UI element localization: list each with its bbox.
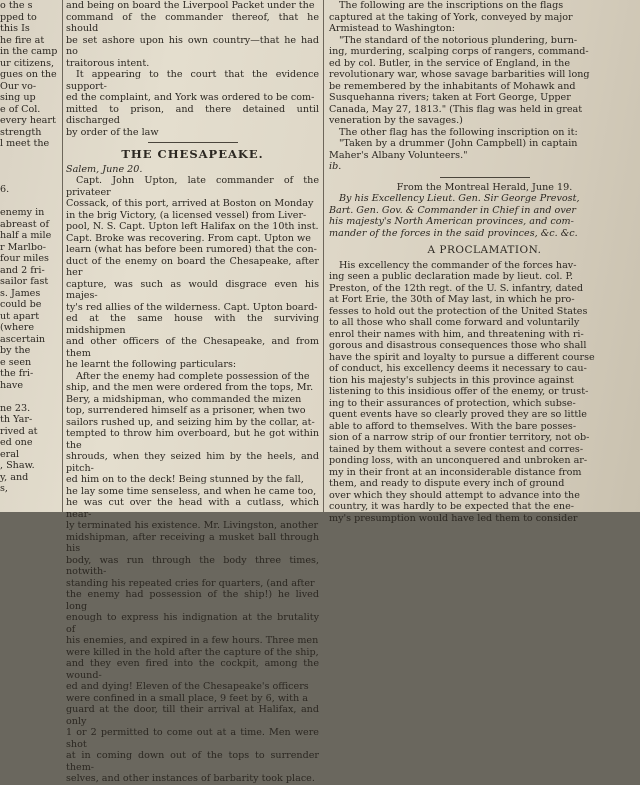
left-column-line: e seen <box>0 356 32 368</box>
proclamation-heading: A PROCLAMATION. <box>427 244 542 256</box>
proclamation-line: tained by them without a severe contest and corres- <box>329 443 584 455</box>
chesapeake-line: pool, N. S. Capt. Upton left Halifax on the 10th inst. <box>66 221 319 232</box>
chesapeake-line: Capt. John Upton, late commander of the privateer <box>66 175 319 198</box>
flag-inscription-line: revolutionary war, whose savage barbarities will long <box>329 69 590 80</box>
chesapeake-line: tempted to throw him overboard, but he got within the <box>66 428 319 451</box>
left-column-line: could be <box>0 299 42 310</box>
proclamation-line: fesses to hold out the protection of the United States <box>329 305 588 317</box>
flag-inscription-line: Maher's Albany Volunteers." <box>329 149 468 161</box>
chesapeake-line: ship, and the men were ordered from the tops, Mr. <box>66 382 314 393</box>
left-column-line: four miles <box>0 253 49 264</box>
left-column-line: sailor fast <box>0 276 49 287</box>
proclamation-line: ponding loss, with an unconquered and unbroken ar- <box>329 455 588 466</box>
column-rule-left <box>62 0 63 512</box>
left-column-line <box>0 173 60 185</box>
chesapeake-line: ed at the same house with the surviving midshipmen <box>66 313 319 336</box>
court-report-line: ed the complaint, and York was ordered to be com- <box>66 92 315 103</box>
chesapeake-line: enough to express his indignation at the brutality of <box>66 612 319 635</box>
proclamation-line: at Fort Erie, the 30th of May last, in which he pro- <box>329 294 575 305</box>
byline-line: Bart. Gen. Gov. & Commander in Chief in and over <box>329 204 577 216</box>
chesapeake-dateline: Salem, June 20. <box>66 163 143 175</box>
chesapeake-line: and other officers of the Chesapeake, and from them <box>66 336 319 359</box>
source-line: From the Montreal Herald, June 19. <box>396 181 573 193</box>
court-report-line: command of the commander thereof, that he should <box>66 11 319 34</box>
proclamation-line: to all those who shall come forward and voluntarily <box>329 317 580 328</box>
proclamation-line: Preston, of the 12th regt. of the U. S. infantry, dated <box>329 282 584 294</box>
court-report-line: traitorous intent. <box>66 57 150 69</box>
left-column-line: ut apart <box>0 310 40 322</box>
left-column-line: 6. <box>0 184 10 195</box>
proclamation-line: listening to this insidious offer of the enemy, or trust- <box>329 386 589 397</box>
flag-inscription-line: be remembered by the inhabitants of Mohawk and <box>329 80 576 92</box>
left-column-line: e of Col. <box>0 103 41 115</box>
proclamation-line: His excellency the commander of the forces hav- <box>339 259 577 271</box>
proclamation-line: tion his majesty's subjects in this province against <box>329 374 574 386</box>
chesapeake-line: sailors rushed up, and seizing him by the collar, at- <box>66 416 315 428</box>
column-rule-right <box>323 0 324 512</box>
chesapeake-line: learn (what has before been rumored) that the con- <box>66 244 317 255</box>
left-column-line: s, <box>0 483 8 494</box>
proclamation-line: my in their front at an inconsiderable distance from <box>329 466 582 478</box>
left-column-line: pped to <box>0 11 37 23</box>
court-report-end <box>66 0 319 138</box>
left-column-line <box>0 161 60 173</box>
left-column-line: r Marlbo- <box>0 241 46 253</box>
chesapeake-line: and they even fired into the cockpit, among the wound- <box>66 658 319 681</box>
proclamation-byline <box>329 193 640 239</box>
chesapeake-line: Cossack, of this port, arrived at Boston on Monday <box>66 198 314 209</box>
left-column-line: eral <box>0 448 20 460</box>
chesapeake-line: Capt. Broke was recovering. From capt. Upton we <box>66 232 311 244</box>
court-report-line: It appearing to the court that the evidence support- <box>66 69 319 92</box>
flag-intro-line: Armistead to Washington: <box>329 23 456 34</box>
chesapeake-line: he was cut over the head with a cutlass, which near- <box>66 497 319 520</box>
left-column-line: half a mile <box>0 230 52 241</box>
flag-intro-line: captured at the taking of York, conveyed by major <box>329 11 573 23</box>
chesapeake-line: midshipman, after receiving a musket ball through his <box>66 531 319 554</box>
chesapeake-line: After the enemy had complete possession of the <box>76 370 310 382</box>
left-column-line <box>0 196 60 208</box>
left-column-line: he fire at <box>0 34 45 46</box>
left-column-line: this Is <box>0 23 30 34</box>
chesapeake-line: ly terminated his existence. Mr. Livingston, another <box>66 520 319 531</box>
left-column-line: ed one <box>0 437 33 448</box>
flag-inscription-line: "Taken by a drummer (John Campbell) in captain <box>339 138 578 149</box>
proclamation-line: quent events have so clearly proved they are so little <box>329 409 587 420</box>
proclamation-line: ing seen a public declaration made by lieut. col. P. <box>329 271 574 282</box>
left-column-line: s. James <box>0 287 41 299</box>
chesapeake-line: in the brig Victory, (a licensed vessel) from Liver- <box>66 209 307 221</box>
proclamation-line: able to afford to themselves. With the bare posses- <box>329 420 577 432</box>
chesapeake-line: ed and dying! Eleven of the Chesapeake's officers <box>66 681 309 692</box>
left-column-line: ne 23. <box>0 402 31 414</box>
proclamation-line: sion of a narrow strip of our frontier territory, not ob- <box>329 432 590 443</box>
chesapeake-line: capture, was such as would disgrace even his majes- <box>66 278 319 301</box>
left-column-line: Our vo- <box>0 80 37 92</box>
court-report-line: be set ashore upon his own country—that he had no <box>66 34 319 57</box>
proclamation-line: them, and ready to dispute every inch of ground <box>329 478 565 489</box>
left-column-line: ascertain <box>0 333 46 345</box>
chesapeake-line: were killed in the hold after the capture of the ship, <box>66 646 319 658</box>
left-column-line: (where <box>0 322 35 333</box>
chesapeake-line: ty's red allies of the wilderness. Capt. Upton board- <box>66 301 318 313</box>
flag-inscription-line: ing, murdering, scalping corps of rangers, command- <box>329 46 589 57</box>
chesapeake-heading: THE CHESAPEAKE. <box>121 147 264 161</box>
flag-inscription-line: Canada, May 27, 1813." (This flag was held in great <box>329 103 583 115</box>
left-column-line: th Yar- <box>0 414 33 425</box>
flag-inscription-one <box>329 35 640 127</box>
proclamation-line: of conduct, his excellency deems it necessary to cau- <box>329 363 587 374</box>
left-column-line: sing up <box>0 92 36 103</box>
chesapeake-line: at in coming down out of the tops to surrender them- <box>66 750 319 773</box>
left-column-line: and 2 fri- <box>0 264 45 276</box>
flag-inscription-line: ed by col. Butler, in the service of England, in the <box>329 57 571 69</box>
left-column-line: gues on the <box>0 69 57 80</box>
left-column-line: ur citizens, <box>0 57 55 69</box>
chesapeake-line: guard at the door, till their arrival at Halifax, and only <box>66 704 319 727</box>
proclamation-line: country, it was hardly to be expected that the ene- <box>329 501 574 512</box>
left-column-line: enemy in <box>0 207 45 218</box>
left-column-line: have <box>0 379 23 391</box>
left-column-line: l meet the <box>0 138 50 149</box>
flag-inscription-line: Susquehanna rivers; taken at Fort George, Upper <box>329 92 571 103</box>
byline-line: By his Excellency Lieut. Gen. Sir George Prevost, <box>339 193 580 204</box>
chesapeake-line: 1 or 2 permitted to come out at a time. Men were shot <box>66 727 319 750</box>
left-column-line: every heart <box>0 115 56 126</box>
chesapeake-line: his enemies, and expired in a few hours. Three men <box>66 635 319 646</box>
court-report-line: and being on board the Liverpool Packet under the <box>66 0 315 11</box>
byline-line: mander of the forces in the said provinces, &c. &c. <box>329 227 578 239</box>
chesapeake-line: he lay some time senseless, and when he came too, <box>66 485 317 497</box>
chesapeake-line: top, surrendered himself as a prisoner, when two <box>66 405 306 416</box>
flag-inscriptions-intro <box>329 0 640 35</box>
chesapeake-line: shrouds, when they seized him by the heels, and pitch- <box>66 451 319 474</box>
left-column-line: y, and <box>0 471 29 483</box>
byline-line: his majesty's North American provinces, and com- <box>329 216 574 227</box>
chesapeake-line: body, was run through the body three times, notwith- <box>66 554 319 577</box>
flag-intro-line: The following are the inscriptions on the flags <box>339 0 564 11</box>
chesapeake-article <box>66 175 319 785</box>
left-column-line: strength <box>0 126 42 138</box>
proclamation-line: have the spirit and loyalty to pursue a different course <box>329 351 595 363</box>
right-column <box>329 0 640 524</box>
section-separator <box>148 142 238 143</box>
middle-column <box>66 0 319 784</box>
section-separator <box>440 177 530 178</box>
chesapeake-line: ed him on to the deck! Being stunned by the fall, <box>66 474 304 485</box>
chesapeake-line: the enemy had possession of the ship!) he lived long <box>66 589 319 612</box>
left-column-line: , Shaw. <box>0 460 35 471</box>
left-column-line: by the <box>0 345 31 356</box>
chesapeake-line: were confined in a small place, 9 feet by 6, with a <box>66 692 308 704</box>
left-column-line: the fri- <box>0 368 34 379</box>
flag-inscription-line: veneration by the savages.) <box>329 115 463 126</box>
left-column-line: abreast of <box>0 218 49 230</box>
chesapeake-line: selves, and other instances of barbarity took place. <box>66 773 315 784</box>
proclamation-line: enrol their names with him, and threatening with ri- <box>329 328 584 340</box>
proclamation-text <box>329 260 640 525</box>
court-report-line: mitted to prison, and there detained until discharged <box>66 103 319 126</box>
chesapeake-line: he learnt the following particulars: <box>66 359 237 370</box>
chesapeake-line: duct of the enemy on board the Chesapeake, after her <box>66 255 319 278</box>
chesapeake-line: standing his repeated cries for quarters, (and after <box>66 577 315 589</box>
other-flag-line: The other flag has the following inscription on it: <box>339 126 578 138</box>
court-report-line: by order of the law <box>66 126 159 138</box>
flag-inscription-two <box>329 138 640 161</box>
proclamation-line: my's presumption would have led them to consider <box>329 512 578 524</box>
left-column-line: in the camp <box>0 46 58 57</box>
proclamation-line: over which they should attempt to advance into the <box>329 489 580 501</box>
left-column-line <box>0 150 60 162</box>
left-column-line: o the s <box>0 0 33 11</box>
proclamation-line: ing to their assurances of protection, which subse- <box>329 397 576 409</box>
left-column <box>0 0 60 512</box>
flag-inscription-signature: ib. <box>329 161 342 172</box>
chesapeake-line: Bery, a midshipman, who commanded the mizen <box>66 393 302 405</box>
left-column-line <box>0 391 60 403</box>
left-column-line: rived at <box>0 425 38 437</box>
proclamation-line: gorous and disastrous consequences those who shall <box>329 340 587 351</box>
flag-inscription-line: "The standard of the notorious plundering, burn- <box>339 34 578 46</box>
